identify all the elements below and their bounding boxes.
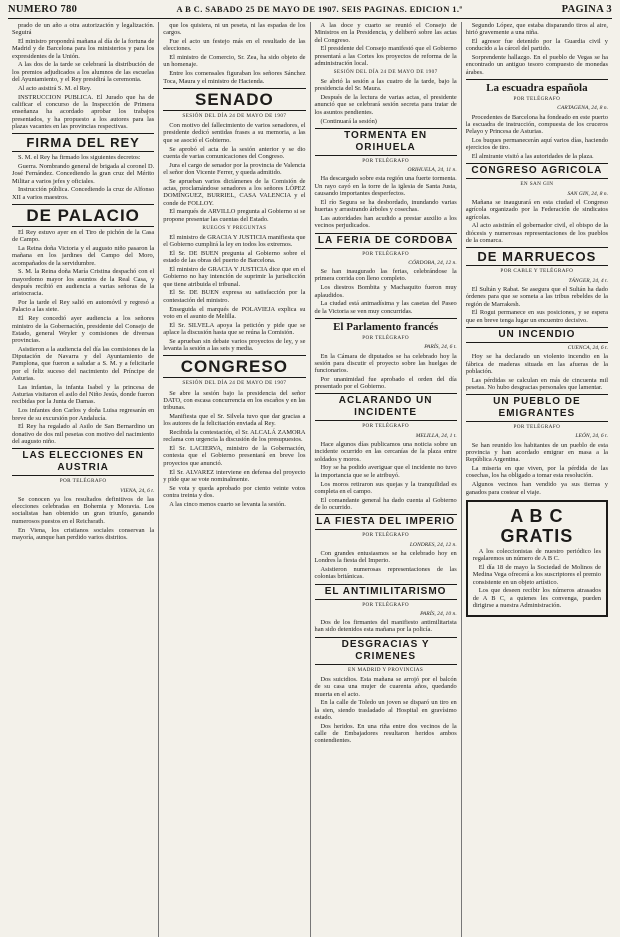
article-paragraph: En la calle de Toledo un joven se disparó un tiro en la sien, siendo trasladado al Hospital en gravísimo estado. xyxy=(314,699,457,721)
article-paragraph: Procedentes de Barcelona ha fondeado en este puerto la escuadra de instrucción, compuesta de los cruceros Pelayo y Princesa de Asturias. xyxy=(465,113,608,136)
article-paragraph: A las cinco menos cuarto se levanta la sesión. xyxy=(169,500,286,508)
article-paragraph: El Rey estuvo ayer en el Tiro de pichón de la Casa de Campo. xyxy=(12,228,155,244)
article-paragraph: El comandante general ha dado cuenta al Gobierno de lo ocurrido. xyxy=(314,496,457,511)
article-paragraph: Mañana se inaugurará en esta ciudad el Congreso agrícola organizado por la Federación de sindicatos agrícolas. xyxy=(465,199,608,221)
article-paragraph: Con motivo del fallecimiento de varios senadores, el presidente dedicó sentidas frases a su memoria, a las que se asoció el Gobierno. xyxy=(163,122,306,144)
article-paragraph: Guerra. Nombrando general de brigada al coronel D. José Fernández. Concediendo la gran cruz del Mérito Militar a varios jefes y oficiales. xyxy=(12,162,155,185)
article-paragraph: La ciudad está animadísima y las casetas del Paseo de la Victoria se ven muy concurridas. xyxy=(314,300,457,315)
tormenta-dateline: ORIHUELA, 24, 11 n. xyxy=(407,167,457,174)
escuadra-heading: La escuadra española xyxy=(466,79,608,95)
article-paragraph: Recibida la contestación, el Sr. ALCALÁ ZAMORA reclama con urgencia la discusión de los presupuestos. xyxy=(163,429,306,444)
tormenta-heading: TORMENTA EN ORIHUELA xyxy=(315,128,457,156)
issue-number: NUMERO 780 xyxy=(8,4,78,15)
article-paragraph: Se abrió la sesión a las cuatro de la tarde, bajo la presidencia del Sr. Maura. xyxy=(314,78,457,93)
article-paragraph: Las autoridades han acudido a prestar auxilio a los vecinos perjudicados. xyxy=(314,214,457,230)
article-paragraph: S. M. la Reina doña María Cristina despachó con el mayordomo mayor los asuntos de la Real Casa, y después recibió en audiencia a varias señoras de la aristocracia. xyxy=(12,268,155,298)
congreso-heading: CONGRESO xyxy=(163,355,305,378)
congreso-subheading: SESIÓN DEL DÍA 24 DE MAYO DE 1907 xyxy=(182,380,287,387)
article-paragraph: que los quisiera, ni un peseta, ni las espadas de los cargos. xyxy=(163,22,306,37)
article-paragraph: El ministro de GRACIA Y JUSTICIA manifiesta que el Gobierno cumplirá la ley en todos los extremos. xyxy=(163,233,306,249)
article-paragraph: El presidente del Consejo manifestó que el Gobierno presentará a las Cortes los proyectos de reforma de la administración local. xyxy=(314,45,457,67)
pueblo-dateline: LEÓN, 24, 6 t. xyxy=(575,433,608,440)
article-paragraph: Los diestros Bombita y Machaquito fueron muy aplaudidos. xyxy=(314,284,457,299)
article-paragraph: Segundo López, que estaba disparando tiros al aire, hirió gravemente a una niña. xyxy=(465,22,608,37)
page-number: PAGINA 3 xyxy=(561,4,612,15)
marruecos-subheading: POR CABLE Y TELÉGRAFO xyxy=(500,268,574,275)
article-paragraph: Los moros retiraron sus quejas y la tranquilidad es completa en el campo. xyxy=(314,480,457,495)
escuadra-dateline: CARTAGENA, 24, 8 n. xyxy=(557,105,608,112)
col1-top xyxy=(12,22,154,130)
incendio-heading: UN INCENDIO xyxy=(466,327,608,343)
article-paragraph: Dos heridos. En una riña entre dos vecinos de la calle de Embajadores resultaron heridos ambos contendientes. xyxy=(314,722,457,745)
parlamento-heading: El Parlamento francés xyxy=(315,318,457,334)
article-paragraph: A los coleccionistas de nuestro periódico les regalaremos un número de A B C. xyxy=(472,547,601,563)
fiesta-heading: LA FIESTA DEL IMPERIO xyxy=(315,514,457,530)
article-paragraph: Las infantas, la infanta Isabel y la princesa de Asturias visitaron el asilo del Niño Jesús, donde fueron recibidas por la Junta de Damas. xyxy=(12,383,155,406)
column-2 xyxy=(158,22,309,937)
article-paragraph: El día 18 de mayo la Sociedad de Molinos de Medina Vega ofrecerá a los suscriptores el premio consistente en un objeto artístico. xyxy=(472,563,601,586)
marruecos-dateline: TÁNGER, 24, 4 t. xyxy=(568,277,608,284)
article-paragraph: El Sr. LACIERVA, ministro de la Gobernación, contesta que el Gobierno presentará en breve los proyectos que anunció. xyxy=(163,445,306,467)
senado-subheading: SESIÓN DEL DÍA 24 DE MAYO DE 1907 xyxy=(182,112,287,119)
article-paragraph: Se aprueban sin debate varios proyectos de ley, y se levanta la sesión a las seis y media. xyxy=(163,337,306,352)
escuadra-subheading: POR TELÉGRAFO xyxy=(513,96,561,103)
article-paragraph: El Sr. DE BUEN pregunta al Gobierno sobre el estado de las obras del puerto de Barcelona. xyxy=(163,249,306,265)
article-paragraph: En Viena, los cristianos sociales conservan la mayoría, aunque han perdido varios distritos. xyxy=(12,526,155,541)
article-paragraph: Dos de los firmantes del manifiesto antimilitarista han sido detenidos esta mañana por la policía. xyxy=(314,619,457,634)
antimilitarismo-dateline: PARÍS, 24, 10 n. xyxy=(420,610,457,617)
ruegos-subheading: RUEGOS Y PREGUNTAS xyxy=(202,224,267,231)
article-paragraph: Se han inaugurado las ferias, celebrándose la primera corrida con lleno completo. xyxy=(314,268,457,283)
elecciones-heading: LAS ELECCIONES EN AUSTRIA xyxy=(12,448,154,476)
article-paragraph: (Continuará la sesión) xyxy=(320,117,377,125)
instruccion-paragraph: INSTRUCCION PUBLICA. El Jurado que ha de calificar el concurso de la Inspección de Primera enseñanza ha acordado aprobar los trabajos presentados, y ha propuesto a los autores para las plazas vacantes en las provincias respectivas. xyxy=(12,93,155,130)
article-paragraph: La Reina doña Victoria y el augusto niño pasaron la mañana en los jardines del Campo del Moro, acompañados de la servidumbre. xyxy=(12,245,155,267)
article-paragraph: El Sr. SILVELA apoya la petición y pide que se aplace la discusión hasta que se reúna la Comisión. xyxy=(163,321,306,336)
article-paragraph: El Rogui permanece en sus posiciones, y se espera que en breve tenga lugar un encuentro decisivo. xyxy=(465,309,608,324)
pueblo-heading: UN PUEBLO DE EMIGRANTES xyxy=(466,394,608,422)
article-paragraph: Se conocen ya los resultados definitivos de las elecciones celebradas en Bohemia y Moravia. Los socialistas han obtenido un gran triunfo, ganando numerosos puestos en el Reichsrath. xyxy=(12,495,155,525)
article-paragraph: El Rey concedió ayer audiencia a los señores ministro de la Gobernación, presidente del Consejo de Estado, general Weyler y comisiones de diversas provincias. xyxy=(12,315,155,345)
fiesta-subheading: POR TELÉGRAFO xyxy=(362,532,409,539)
agricola-dateline: SAN GIN, 24, 8 n. xyxy=(567,190,608,197)
article-paragraph: Se aprobó el acta de la sesión anterior y se dio cuenta de varias comunicaciones del Congreso. xyxy=(163,145,306,160)
article-paragraph: Fue el acto un festejo más en el resultado de las elecciones. xyxy=(163,38,306,53)
agricola-heading: CONGRESO AGRICOLA xyxy=(466,163,608,179)
article-paragraph: El Rey ha regalado al Asilo de San Bernardino un donativo de dos mil pesetas con motivo del nacimiento del augusto niño. xyxy=(12,423,155,445)
article-paragraph: El Sr. ALVAREZ interviene en defensa del proyecto y pide que se vote nominalmente. xyxy=(163,468,306,483)
article-paragraph: El Sr. DE BUEN expresa su satisfacción por la contestación del ministro. xyxy=(163,289,306,304)
aclarando-dateline: MELILLA, 24, 1 t. xyxy=(415,432,457,439)
palacio-heading: DE PALACIO xyxy=(12,204,154,227)
pueblo-subheading: POR TELÉGRAFO xyxy=(513,424,561,431)
article-paragraph: Los buques permanecerán aquí varios días, haciendo ejercicios de tiro. xyxy=(465,137,608,152)
article-paragraph: El almirante visitó a las autoridades de la plaza. xyxy=(471,153,594,161)
elecciones-subheading: POR TELÉGRAFO xyxy=(59,478,107,485)
article-paragraph: Se abre la sesión bajo la presidencia del señor DATO, con escasa concurrencia en los escaños y en las tribunas. xyxy=(163,389,306,412)
article-paragraph: Los infantes don Carlos y doña Luisa regresarán en breve de su excursión por Andalucía. xyxy=(12,407,155,422)
article-paragraph: Al acto asistirá S. M. el Rey. xyxy=(18,84,92,92)
article-paragraph: Jura el cargo de senador por la provincia de Valencia el señor don Vicente Ferrer, y queda admitido. xyxy=(163,161,306,176)
article-paragraph: El Sultán y Rabat. Se asegura que el Sultán ha dado órdenes para que se someta a las tribus rebeldes de la región de Marrakesh. xyxy=(465,285,608,308)
parlamento-dateline: PARÍS, 24, 6 t. xyxy=(424,344,457,351)
article-paragraph: Al acto asistirán el gobernador civil, el obispo de la diócesis y numerosas representaciones de los pueblos de la comarca. xyxy=(465,222,608,245)
article-paragraph: La miseria en que viven, por la pérdida de las cosechas, los ha obligado a tomar esta resolución. xyxy=(465,465,608,480)
article-paragraph: Dos suicidios. Esta mañana se arrojó por el balcón de su casa una mujer de cuarenta años, quedando muerta en el acto. xyxy=(314,676,457,698)
article-paragraph: El ministro de GRACIA Y JUSTICIA dice que en el Gobierno no hay intención de suprimir la jurisdicción que tiene atribuida el tribunal. xyxy=(163,266,306,288)
article-paragraph: Enseguida el marqués de POLAVIEJA explica su voto en el asunto de Melilla. xyxy=(163,305,306,320)
article-paragraph: En la Cámara de diputados se ha celebrado hoy la sesión para discutir el proyecto sobre las huelgas de funcionarios. xyxy=(314,352,457,375)
article-paragraph: prado de un año a otra autorización y legalización. Seguirá xyxy=(12,22,155,37)
parlamento-subheading: POR TELÉGRAFO xyxy=(362,334,409,341)
masthead xyxy=(8,4,612,19)
article-paragraph: Asistieron a la audiencia del día las comisiones de la Diputación de Navarra y del Ayuntamiento de Pamplona, que fueron a saludar a S. M. y a felicitarle por el feliz suceso del nacimiento del Príncipe de Asturias. xyxy=(12,345,155,383)
firma-heading: FIRMA DEL REY xyxy=(12,133,154,152)
article-paragraph: Algunos vecinos han vendido ya sus tierras y ganados para costear el viaje. xyxy=(465,481,608,496)
senado-heading: SENADO xyxy=(163,88,305,111)
article-paragraph: El marqués de ARVILLO pregunta al Gobierno si se propone presentar las cuentas del Estado. xyxy=(163,208,306,223)
article-paragraph: El río Segura se ha desbordado, inundando varias huertas y arrastrando árboles y cosechas. xyxy=(314,198,457,214)
article-paragraph: A las doce y cuarto se reunió el Consejo de Ministros en la Presidencia, y deliberó sobre las actas del Congreso. xyxy=(314,22,457,44)
article-paragraph: Entre los comensales figuraban los señores Sánchez Toca, Maura y el ministro de Hacienda. xyxy=(163,70,306,85)
aclarando-heading: ACLARANDO UN INCIDENTE xyxy=(315,393,457,421)
feria-heading: LA FERIA DE CORDOBA xyxy=(315,233,457,249)
article-paragraph: Con grandes entusiasmos se ha celebrado hoy en Londres la fiesta del Imperio. xyxy=(314,549,457,565)
article-paragraph: Después de la lectura de varias actas, el presidente anunció que se celebrará sesión secreta para tratar de los asuntos pendientes. xyxy=(314,94,457,116)
article-paragraph: Ha descargado sobre esta región una fuerte tormenta. Un rayo cayó en la torre de la iglesia de Santa Justa, causando importantes desperfectos. xyxy=(314,175,457,198)
column-4 xyxy=(461,22,612,937)
elecciones-dateline: VIENA, 24, 6 t. xyxy=(120,487,155,494)
incendio-dateline: CUENCA, 24, 6 t. xyxy=(567,344,608,351)
article-paragraph: Los que deseen recibir los números atrasados de A B C, a quienes les convenga, pueden dirigirse a nuestra Administración. xyxy=(472,587,601,609)
consejo-dateline: SESIÓN DEL DÍA 24 DE MAYO DE 1907 xyxy=(333,68,438,75)
article-paragraph: Se aprueban varios dictámenes de la Comisión de actas, proclamándose senadores a los señores LÓPEZ DOMÍNGUEZ, BURRIEL, CASA VALENCIA y el conde de FOLLOY. xyxy=(163,177,306,207)
article-paragraph: Manifiesta que el Sr. Silvela tuvo que dar gracias a los autores de la felicitación enviada al Rey. xyxy=(163,412,306,428)
article-paragraph: Hace algunos días publicamos una noticia sobre un incidente ocurrido en las cercanías de la plaza entre soldados y moros. xyxy=(314,441,457,463)
masthead-dateline: A B C. SABADO 25 DE MAYO DE 1907. SEIS PAGINAS. EDICION 1.ª xyxy=(176,4,463,14)
article-paragraph: Por unanimidad fue aprobado el orden del día presentado por el Gobierno. xyxy=(314,375,457,391)
feria-subheading: POR TELÉGRAFO xyxy=(362,250,409,257)
antimilitarismo-subheading: POR TELÉGRAFO xyxy=(362,601,409,608)
article-paragraph: Hoy se ha podido averiguar que el incidente no tuvo la importancia que se le atribuyó. xyxy=(314,464,457,479)
article-paragraph: Se vota y queda aprobado por ciento veinte votos contra treinta y dos. xyxy=(163,484,306,499)
feria-dateline: CÓRDOBA, 24, 12 n. xyxy=(408,259,457,266)
desgracias-heading: DESGRACIAS Y CRIMENES xyxy=(315,637,457,665)
marruecos-heading: DE MARRUECOS xyxy=(466,247,608,266)
desgracias-subheading: EN MADRID Y PROVINCIAS xyxy=(348,666,424,673)
abc-gratis-title: A B C GRATIS xyxy=(500,505,574,546)
article-paragraph: Se han reunido los habitantes de un pueblo de esta provincia y han acordado emigrar en masa a la República Argentina. xyxy=(465,441,608,464)
article-paragraph: Por la tarde el Rey salió en automóvil y regresó a Palacio a las siete. xyxy=(12,299,155,314)
aclarando-subheading: POR TELÉGRAFO xyxy=(362,423,409,430)
agricola-subheading: EN SAN GIN xyxy=(520,181,554,188)
column-3 xyxy=(310,22,461,937)
article-paragraph: A las dos de la tarde se celebrará la distribución de los premios adjudicados a los alumnos de las escuelas del Ayuntamiento, y el Rey presidirá la ceremonia. xyxy=(12,61,155,84)
fiesta-dateline: LONDRES, 24, 12 n. xyxy=(409,541,457,548)
article-paragraph: Instrucción pública. Concediendo la cruz de Alfonso XII a varios maestros. xyxy=(12,186,155,201)
article-paragraph: Las pérdidas se calculan en más de cincuenta mil pesetas. No hubo desgracias personales que lamentar. xyxy=(465,376,608,391)
column-1 xyxy=(8,22,158,937)
article-paragraph: S. M. el Rey ha firmado los siguientes decretos: xyxy=(18,154,141,162)
article-paragraph: El ministro propondrá mañana al día de la fortuna de Madrid y de Barcelona para los ministerios y para los expresidentes de la Unión. xyxy=(12,38,155,60)
columns xyxy=(8,22,612,937)
article-paragraph: El ministro de Comercio, Sr. Zea, ha sido objeto de un homenaje. xyxy=(163,54,306,69)
abc-gratis-box xyxy=(466,500,608,617)
article-paragraph: El agresor fue detenido por la Guardia civil y conducido a la cárcel del partido. xyxy=(465,38,608,53)
article-paragraph: Hoy se ha declarado un violento incendio en la fábrica de maderas situada en las afueras de la población. xyxy=(465,353,608,375)
article-paragraph: Sorprendente hallazgo. En el pueblo de Vegas se ha encontrado un antiguo tesoro compuesto de monedas árabes. xyxy=(465,54,608,76)
antimilitarismo-heading: EL ANTIMILITARISMO xyxy=(315,584,457,600)
tormenta-subheading: POR TELÉGRAFO xyxy=(362,157,409,164)
article-paragraph: Asistieron numerosas representaciones de las colonias británicas. xyxy=(314,565,457,581)
